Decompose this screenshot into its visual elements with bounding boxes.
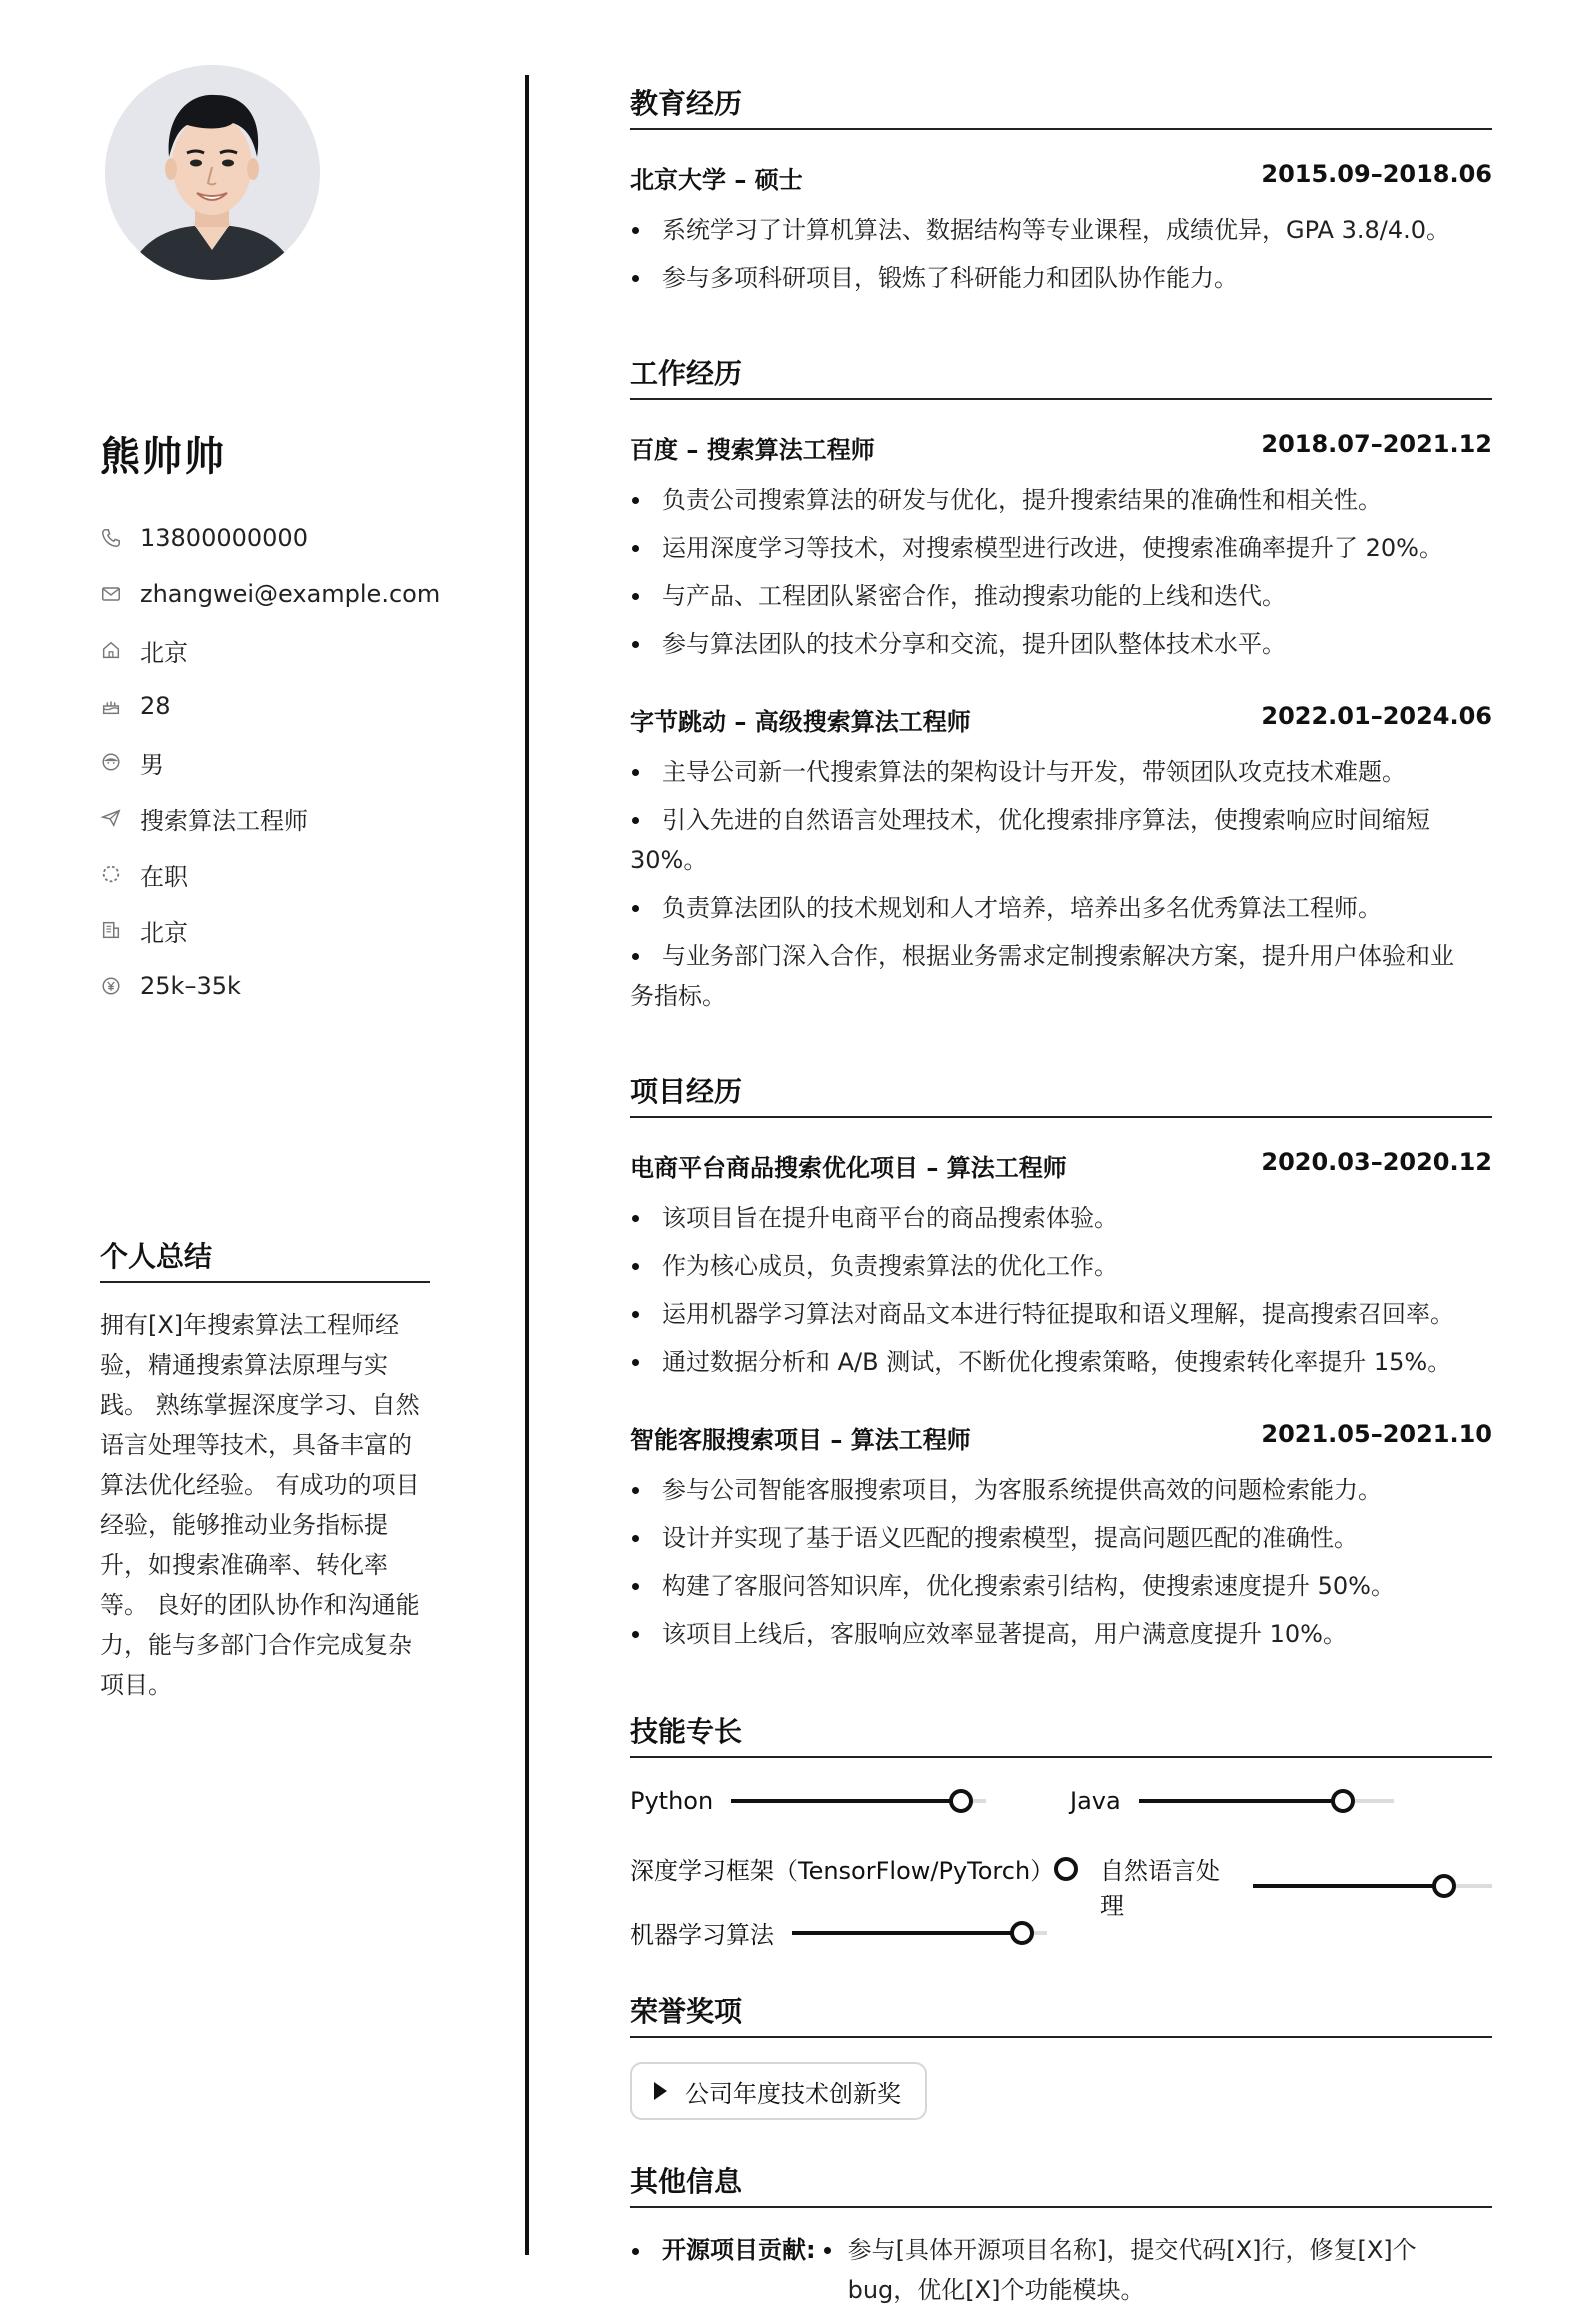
list-item: 负责算法团队的技术规划和人才培养，培养出多名优秀算法工程师。 (630, 888, 1470, 928)
work-entry-2-bullets (630, 752, 1470, 1024)
project-2-date: 2021.05–2021.10 (1261, 1420, 1492, 1448)
info-city (100, 622, 440, 678)
skill-bar-fill (792, 1931, 1022, 1935)
education-date: 2015.09–2018.06 (1261, 160, 1492, 188)
skill-python (630, 1787, 986, 1815)
email-text: zhangwei@example.com (140, 580, 441, 608)
contact-info-list (100, 510, 440, 1014)
skill-bar-fill (731, 1799, 961, 1803)
work-city-text: 北京 (140, 918, 188, 947)
work-entry-1-bullets (630, 480, 1492, 672)
other-value: 参与[具体开源项目名称]，提交代码[X]行，修复[X]个bug，优化[X]个功能模块。 (816, 2230, 1456, 2310)
list-item: 主导公司新一代搜索算法的架构设计与开发，带领团队攻克技术难题。 (630, 752, 1470, 792)
city-text: 北京 (140, 638, 188, 667)
list-item: 参与公司智能客服搜索项目，为客服系统提供高效的问题检索能力。 (630, 1470, 1492, 1510)
info-gender (100, 734, 440, 790)
skill-nlp (1100, 1851, 1492, 1921)
project-1-name: 电商平台商品搜索优化项目 – 算法工程师 (630, 1154, 1067, 1182)
skill-label: 自然语言处理 (1100, 1857, 1220, 1920)
award-item[interactable] (630, 2062, 927, 2120)
age-text: 28 (140, 692, 171, 720)
skill-label: Python (630, 1787, 714, 1815)
skill-bar-knob (1010, 1921, 1034, 1945)
skill-java (1070, 1787, 1394, 1815)
list-item: 作为核心成员，负责搜索算法的优化工作。 (630, 1246, 1492, 1286)
work-entry-2-date: 2022.01–2024.06 (1261, 702, 1492, 730)
project-1-head (630, 1148, 1492, 1183)
phone-icon (100, 527, 122, 549)
summary-body: 拥有[X]年搜索算法工程师经验，精通搜索算法原理与实践。 熟练掌握深度学习、自然语言处理等技术，具备丰富的算法优化经验。 有成功的项目经验，能够推动业务指标提升，如搜索准确率、转化率等。 良好的团队协作和沟通能力，能与多部门合作完成复杂项目。 (100, 1311, 420, 1699)
candidate-name: 熊帅帅 (100, 434, 226, 480)
other-info (630, 2230, 1492, 2310)
project-2-bullets (630, 1470, 1492, 1662)
project-1-bullets (630, 1198, 1492, 1390)
project-1-date: 2020.03–2020.12 (1261, 1148, 1492, 1176)
project-2-head (630, 1420, 1492, 1455)
yen-icon (100, 975, 122, 997)
info-work-city (100, 902, 440, 958)
project-2-name: 智能客服搜索项目 – 算法工程师 (630, 1426, 971, 1454)
projects-title: 项目经历 (630, 1070, 1492, 1118)
info-phone (100, 510, 440, 566)
education-entry-head (630, 160, 1492, 195)
skill-bar-fill (1139, 1799, 1343, 1803)
skill-bar (1253, 1884, 1492, 1888)
salary-text: 25k–35k (140, 972, 241, 1000)
other-label: 开源项目贡献: (662, 2236, 816, 2264)
work-entry-2-company: 字节跳动 – 高级搜索算法工程师 (630, 708, 971, 736)
skill-label: Java (1070, 1787, 1121, 1815)
skill-ml (630, 1915, 1047, 1950)
status-text: 在职 (140, 862, 188, 891)
skill-bar-knob (949, 1789, 973, 1813)
info-status (100, 846, 440, 902)
list-item: 运用深度学习等技术，对搜索模型进行改进，使搜索准确率提升了 20%。 (630, 528, 1492, 568)
other-title: 其他信息 (630, 2160, 1492, 2208)
education-title: 教育经历 (630, 82, 1492, 130)
info-age (100, 678, 440, 734)
list-item: 与业务部门深入合作，根据业务需求定制搜索解决方案，提升用户体验和业务指标。 (630, 936, 1470, 1016)
work-entry-2-head (630, 702, 1492, 737)
skill-bar-knob (1331, 1789, 1355, 1813)
work-entry-1-company: 百度 – 搜索算法工程师 (630, 436, 875, 464)
skill-bar-fill (1253, 1884, 1444, 1888)
status-icon (100, 863, 122, 885)
cake-icon (100, 695, 122, 717)
gender-text: 男 (140, 750, 164, 779)
skill-label: 机器学习算法 (630, 1921, 774, 1949)
skill-label: 深度学习框架（TensorFlow/PyTorch） (630, 1857, 1055, 1885)
skill-bar-knob (1432, 1874, 1456, 1898)
skill-deep-learning (630, 1851, 1078, 1886)
skills-title: 技能专长 (630, 1710, 1492, 1758)
list-item: 参与算法团队的技术分享和交流，提升团队整体技术水平。 (630, 624, 1492, 664)
building-icon (100, 919, 122, 941)
award-label: 公司年度技术创新奖 (685, 2079, 901, 2108)
profile-column (0, 0, 525, 2324)
list-item: 运用机器学习算法对商品文本进行特征提取和语义理解，提高搜索召回率。 (630, 1294, 1492, 1334)
education-bullets (630, 210, 1492, 306)
list-item: 引入先进的自然语言处理技术，优化搜索排序算法，使搜索响应时间缩短 30%。 (630, 800, 1470, 880)
list-item (630, 2230, 1492, 2310)
list-item: 设计并实现了基于语义匹配的搜索模型，提高问题匹配的准确性。 (630, 1518, 1492, 1558)
avatar (105, 65, 320, 280)
bullet-dot (632, 2248, 639, 2255)
list-item: 系统学习了计算机算法、数据结构等专业课程，成绩优异，GPA 3.8/4.0。 (630, 210, 1492, 250)
skill-bar (792, 1931, 1047, 1935)
work-entry-1-head (630, 430, 1492, 465)
summary-title: 个人总结 (100, 1235, 430, 1283)
skill-bar (1139, 1799, 1394, 1803)
play-icon (654, 2082, 667, 2100)
education-school: 北京大学 – 硕士 (630, 166, 803, 194)
mail-icon (100, 583, 122, 605)
skill-bar (731, 1799, 986, 1803)
list-item: 构建了客服问答知识库，优化搜索索引结构，使搜索速度提升 50%。 (630, 1566, 1492, 1606)
send-icon (100, 807, 122, 829)
skill-bar (1054, 1867, 1078, 1871)
info-position (100, 790, 440, 846)
skill-bar-knob (1054, 1857, 1078, 1881)
work-title: 工作经历 (630, 352, 1492, 400)
list-item: 负责公司搜索算法的研发与优化，提升搜索结果的准确性和相关性。 (630, 480, 1492, 520)
info-email (100, 566, 440, 622)
position-text: 搜索算法工程师 (140, 806, 308, 835)
list-item: 通过数据分析和 A/B 测试，不断优化搜索策略，使搜索转化率提升 15%。 (630, 1342, 1492, 1382)
awards-title: 荣誉奖项 (630, 1990, 1492, 2038)
work-entry-1-date: 2018.07–2021.12 (1261, 430, 1492, 458)
list-item: 参与多项科研项目，锻炼了科研能力和团队协作能力。 (630, 258, 1492, 298)
phone-text: 13800000000 (140, 524, 308, 552)
list-item: 该项目上线后，客服响应效率显著提高，用户满意度提升 10%。 (630, 1614, 1492, 1654)
home-icon (100, 639, 122, 661)
list-item: 与产品、工程团队紧密合作，推动搜索功能的上线和迭代。 (630, 576, 1492, 616)
face-icon (100, 751, 122, 773)
list-item: 该项目旨在提升电商平台的商品搜索体验。 (630, 1198, 1492, 1238)
column-divider (525, 75, 529, 2255)
info-salary (100, 958, 440, 1014)
